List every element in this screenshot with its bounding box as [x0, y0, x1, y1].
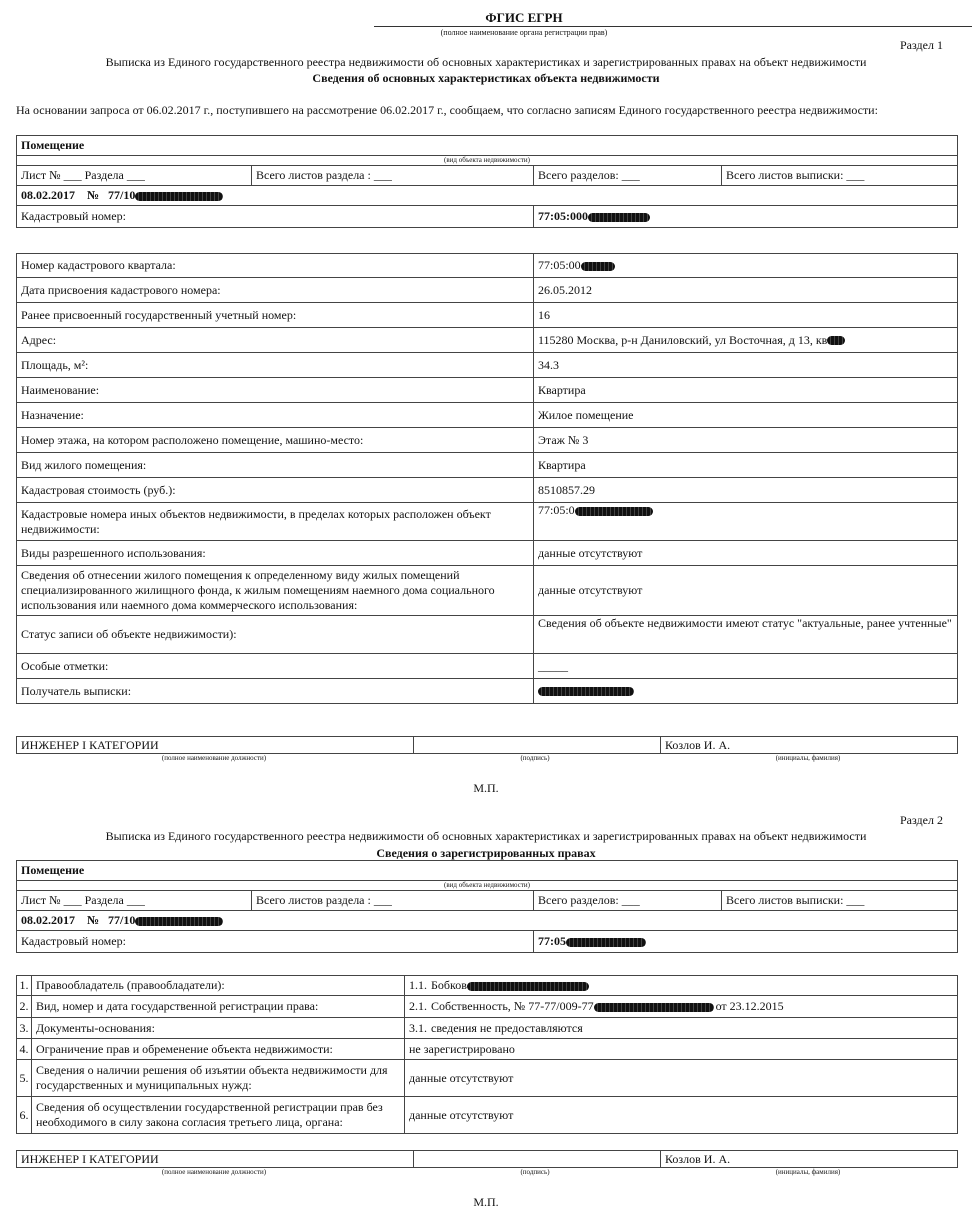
total-sheets-extract: Всего листов выписки: ___: [722, 891, 958, 911]
rights-value: 2.1. Собственность, № 77-77/009-77 от 23.12.2015: [405, 996, 958, 1018]
cadastral-label: Кадастровый номер:: [17, 206, 534, 228]
redacted-block: [566, 938, 646, 947]
signer-name: Козлов И. А.: [661, 1151, 958, 1168]
row-number: 4.: [17, 1039, 32, 1060]
signature-captions: [16, 1168, 958, 1176]
section-label: Раздел 2: [900, 813, 943, 827]
rights-row: [17, 1097, 958, 1134]
org-caption: (полное наименование органа регистрации прав): [440, 28, 608, 37]
caption-name: (инициалы, фамилия): [775, 754, 841, 762]
characteristic-label: Получатель выписки:: [17, 679, 534, 704]
sheet-number: Лист № ___ Раздела ___: [17, 891, 252, 911]
caption-signature: (подпись): [520, 754, 550, 762]
characteristic-value: Квартира: [534, 378, 958, 403]
intro-text: На основании запроса от 06.02.2017 г., поступившего на рассмотрение 06.02.2017 г., сообщаем, что согласно записям Единого государственного реестра недвижимости:: [16, 103, 878, 117]
characteristic-row: [17, 303, 958, 328]
characteristic-value: 16: [534, 303, 958, 328]
total-sections: Всего разделов: ___: [534, 891, 722, 911]
object-type: Помещение: [17, 136, 958, 156]
characteristic-value: Сведения об объекте недвижимости имеют статус "актуальные, ранее учтенные": [534, 616, 958, 654]
characteristic-label: Назначение:: [17, 403, 534, 428]
signer-name: Козлов И. А.: [661, 737, 958, 754]
object-type-caption: (вид объекта недвижимости): [17, 156, 958, 166]
cadastral-value: 77:05:000: [534, 206, 958, 228]
sub-number: 2.1.: [409, 999, 427, 1013]
rights-value: 1.1. Бобков: [405, 976, 958, 996]
characteristic-label: Площадь, м²:: [17, 353, 534, 378]
characteristic-label: Ранее присвоенный государственный учетный номер:: [17, 303, 534, 328]
rights-label: Вид, номер и дата государственной регистрации права:: [32, 996, 405, 1018]
total-sheets-section: Всего листов раздела : ___: [252, 166, 534, 186]
characteristic-label: Статус записи об объекте недвижимости):: [17, 616, 534, 654]
caption-signature: (подпись): [520, 1168, 550, 1176]
redacted-block: [594, 1003, 714, 1012]
characteristic-row: [17, 403, 958, 428]
rights-label: Документы-основания:: [32, 1018, 405, 1039]
characteristic-value: данные отсутствуют: [534, 566, 958, 616]
caption-name: (инициалы, фамилия): [775, 1168, 841, 1176]
characteristic-value: 77:05:0: [534, 503, 958, 541]
signature-table: [16, 1150, 958, 1168]
sub-number: 1.1.: [409, 978, 427, 992]
rights-row: [17, 996, 958, 1018]
total-sections: Всего разделов: ___: [534, 166, 722, 186]
characteristic-row: [17, 654, 958, 679]
characteristic-value: 77:05:00: [534, 254, 958, 278]
characteristic-label: Сведения об отнесении жилого помещения к определенному виду жилых помещений специализированного жилищного фонда, к жилым помещениям наемного дома социального использования или наемного дома коммерческого использования:: [17, 566, 534, 616]
characteristic-row: [17, 616, 958, 654]
extract-subtitle: Сведения о зарегистрированных правах: [376, 846, 596, 860]
characteristic-label: Дата присвоения кадастрового номера:: [17, 278, 534, 303]
characteristic-value: [534, 679, 958, 704]
rights-row: [17, 1060, 958, 1097]
characteristic-label: Кадастровые номера иных объектов недвижимости, в пределах которых расположен объект недвижимости:: [17, 503, 534, 541]
characteristic-label: Наименование:: [17, 378, 534, 403]
total-sheets-section: Всего листов раздела : ___: [252, 891, 534, 911]
object-type-caption: (вид объекта недвижимости): [17, 881, 958, 891]
characteristic-value: 8510857.29: [534, 478, 958, 503]
characteristic-label: Виды разрешенного использования:: [17, 541, 534, 566]
rights-row: [17, 1018, 958, 1039]
rights-value: данные отсутствуют: [405, 1060, 958, 1097]
cadastral-label: Кадастровый номер:: [17, 931, 534, 953]
stamp-mark: М.П.: [473, 781, 499, 795]
extract-subtitle: Сведения об основных характеристиках объекта недвижимости: [312, 71, 660, 85]
extract-title: Выписка из Единого государственного реестра недвижимости об основных характеристиках и зарегистрированных правах на объект недвижимости: [105, 55, 867, 69]
sub-number: 3.1.: [409, 1020, 427, 1035]
characteristic-row: [17, 378, 958, 403]
signature-table: [16, 736, 958, 754]
rights-label: Ограничение прав и обременение объекта недвижимости:: [32, 1039, 405, 1060]
characteristic-row: [17, 278, 958, 303]
stamp-mark: М.П.: [473, 1195, 499, 1209]
rights-value: 3.1. сведения не предоставляются: [405, 1018, 958, 1039]
rights-label: Сведения о наличии решения об изъятии объекта недвижимости для государственных и муниципальных нужд:: [32, 1060, 405, 1097]
characteristic-row: [17, 566, 958, 616]
characteristic-label: Особые отметки:: [17, 654, 534, 679]
extract-title: Выписка из Единого государственного реестра недвижимости об основных характеристиках и зарегистрированных правах на объект недвижимости: [105, 829, 867, 843]
characteristic-row: [17, 541, 958, 566]
date-number: 08.02.2017 № 77/10: [17, 911, 958, 931]
signature-captions: [16, 754, 958, 762]
object-type: Помещение: [17, 861, 958, 881]
redacted-block: [588, 213, 650, 222]
characteristic-row: [17, 428, 958, 453]
redacted-block: [135, 192, 223, 201]
characteristic-row: [17, 478, 958, 503]
rights-row: [17, 976, 958, 996]
signer-position: ИНЖЕНЕР I КАТЕГОРИИ: [17, 1151, 414, 1168]
cadastral-value: 77:05: [534, 931, 958, 953]
characteristic-row: [17, 254, 958, 278]
caption-position: (полное наименование должности): [161, 1168, 267, 1176]
total-sheets-extract: Всего листов выписки: ___: [722, 166, 958, 186]
row-number: 6.: [17, 1097, 32, 1134]
redacted-block: [467, 982, 589, 991]
redacted-block: [538, 687, 634, 696]
characteristic-row: [17, 328, 958, 353]
characteristic-label: Номер этажа, на котором расположено помещение, машино-место:: [17, 428, 534, 453]
characteristic-label: Кадастровая стоимость (руб.):: [17, 478, 534, 503]
row-number: 1.: [17, 976, 32, 996]
signer-position: ИНЖЕНЕР I КАТЕГОРИИ: [17, 737, 414, 754]
characteristic-value: 34.3: [534, 353, 958, 378]
characteristic-row: [17, 453, 958, 478]
signature-cell: [414, 1151, 661, 1168]
registry-title: ФГИС ЕГРН: [485, 10, 563, 25]
row-number: 3.: [17, 1018, 32, 1039]
section-label: Раздел 1: [900, 38, 943, 52]
characteristic-label: Вид жилого помещения:: [17, 453, 534, 478]
characteristic-value: данные отсутствуют: [534, 541, 958, 566]
caption-position: (полное наименование должности): [161, 754, 267, 762]
characteristic-row: [17, 679, 958, 704]
divider: [374, 26, 972, 27]
characteristic-value: Жилое помещение: [534, 403, 958, 428]
rights-label: Правообладатель (правообладатели):: [32, 976, 405, 996]
object-header-table: [16, 135, 958, 228]
object-header-table: [16, 860, 958, 953]
row-number: 2.: [17, 996, 32, 1018]
characteristic-value: 26.05.2012: [534, 278, 958, 303]
redacted-block: [827, 336, 845, 345]
rights-value: данные отсутствуют: [405, 1097, 958, 1134]
rights-table: [16, 975, 958, 1134]
characteristics-table: [16, 253, 958, 704]
characteristic-row: [17, 503, 958, 541]
date-number: 08.02.2017 № 77/10: [17, 186, 958, 206]
characteristic-value: _____: [534, 654, 958, 679]
characteristic-value: 115280 Москва, р-н Даниловский, ул Восточная, д 13, кв: [534, 328, 958, 353]
characteristic-value: Этаж № 3: [534, 428, 958, 453]
row-number: 5.: [17, 1060, 32, 1097]
sheet-number: Лист № ___ Раздела ___: [17, 166, 252, 186]
characteristic-label: Номер кадастрового квартала:: [17, 254, 534, 278]
characteristic-row: [17, 353, 958, 378]
redacted-block: [575, 507, 653, 516]
rights-label: Сведения об осуществлении государственной регистрации прав без необходимого в силу закона согласия третьего лица, органа:: [32, 1097, 405, 1134]
rights-value: не зарегистрировано: [405, 1039, 958, 1060]
characteristic-value: Квартира: [534, 453, 958, 478]
redacted-block: [135, 917, 223, 926]
characteristic-label: Адрес:: [17, 328, 534, 353]
signature-cell: [414, 737, 661, 754]
redacted-block: [581, 262, 615, 271]
rights-row: [17, 1039, 958, 1060]
